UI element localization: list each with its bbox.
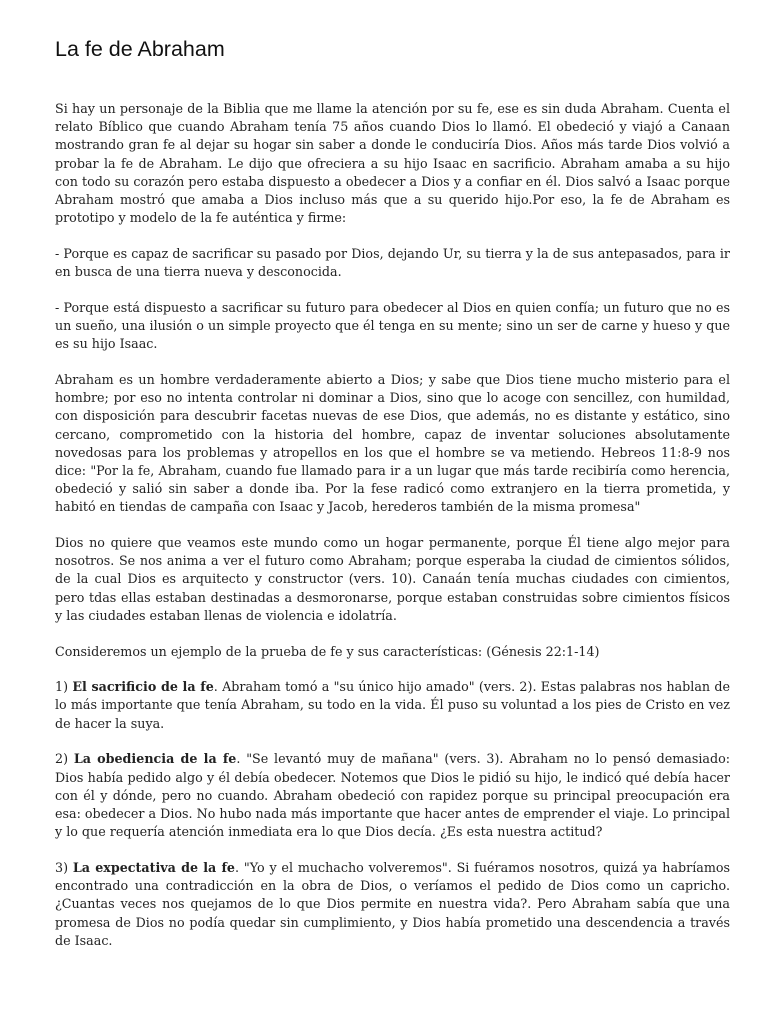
intro-paragraph: Si hay un personaje de la Biblia que me llame la atención por su fe, ese es sin duda Abraham. Cuenta el relato Bíblico que cuando Abraham tenía 75 años cuando Dios lo llamó. El obedeció y viajó a Canaan mostrando gran fe al dejar su hogar sin saber a donde le conduciría Dios. Años más tarde Dios volvió a probar la fe de Abraham. Le dijo que ofreciera a su hijo Isaac en sacrificio. Abraham amaba a su hijo con todo su corazón pero estaba dispuesto a obedecer a Dios y a confiar en él. Dios salvó a Isaac porque Abraham mostró que amaba a Dios incluso más que a su querido hijo.Por eso, la fe de Abraham es prototipo y modelo de la fe auténtica y firme: — [55, 101, 730, 226]
point-expectation-paragraph — [55, 859, 730, 950]
point-heading: El sacrificio de la fe — [72, 679, 214, 695]
point-text: . "Yo y el muchacho volveremos". Si fuéramos nosotros, quizá ya habríamos encontrado una contradicción en la obra de Dios, o veríamos el pedido de Dios como un capricho. ¿Cuantas veces nos quejamos de lo que Dios permite en nuestra vida?. Pero Abraham sabía que una promesa de Dios no podía quedar sin cumplimiento, y Dios había prometido una descendencia a través de Isaac. — [55, 859, 731, 948]
point-heading: La expectativa de la fe — [72, 859, 236, 875]
document-page — [55, 34, 730, 967]
example-intro-paragraph: Consideremos un ejemplo de la prueba de fe y sus características: (Génesis 22:1-14) — [55, 643, 600, 659]
document-body — [55, 100, 730, 950]
reason-future-paragraph: - Porque está dispuesto a sacrificar su futuro para obedecer al Dios en quien confía; un futuro que no es un sueño, una ilusión o un simple proyecto que él tenga en su mente; sino un ser de carne y hueso y que es su hijo Isaac. — [55, 299, 730, 352]
open-to-god-paragraph: Abraham es un hombre verdaderamente abierto a Dios; y sabe que Dios tiene mucho misterio para el hombre; por eso no intenta controlar ni dominar a Dios, sino que lo acoge con sencillez, con humildad, con disposición para descubrir facetas nuevas de ese Dios, que además, no es distante y estático, sino cercano, comprometido con la historia del hombre, capaz de inventar soluciones absolutamente novedosas para los problemas y atropellos en los que el hombre se va metiendo. Hebreos 11:8-9 nos dice: "Por la fe, Abraham, cuando fue llamado para ir a un lugar que más tarde recibiría como herencia, obedeció y salió sin saber a donde iba. Por la fese radicó como extranjero en la tierra prometida, y habitó en tiendas de campaña con Isaac y Jacob, herederos también de la misma promesa" — [55, 371, 730, 515]
point-obedience-paragraph — [55, 750, 730, 841]
point-number: 3) — [55, 859, 73, 875]
future-city-paragraph: Dios no quiere que veamos este mundo como un hogar permanente, porque Él tiene algo mejor para nosotros. Se nos anima a ver el futuro como Abraham; porque esperaba la ciudad de cimientos sólidos, de la cual Dios es arquitecto y constructor (vers. 10). Canaán tenía muchas ciudades con cimientos, pero tdas ellas estaban destinadas a desmoronarse, porque estaban construidas sobre cimientos físicos y las ciudades estaban llenas de violencia e idolatría. — [55, 535, 730, 623]
point-number: 1) — [55, 679, 73, 695]
point-number: 2) — [55, 751, 74, 767]
document-title: La fe de Abraham — [55, 37, 225, 61]
point-text: . "Se levantó muy de mañana" (vers. 3). Abraham no lo pensó demasiado: Dios había pedido algo y él debía obedecer. Notemos que Dios le pidió su hijo, le indicó qué debía hacer con él y dónde, pero no cuando. Abraham obedeció con rapidez porque su principal preocupación era esa: obedecer a Dios. No hubo nada más importante que hacer antes de emprender el viaje. Lo principal y lo que requería atención inmediata era lo que Dios decía. ¿Es esta nuestra actitud? — [55, 751, 730, 840]
reason-past-paragraph: - Porque es capaz de sacrificar su pasado por Dios, dejando Ur, su tierra y la de sus antepasados, para ir en busca de una tierra nueva y desconocida. — [55, 245, 730, 280]
point-heading: La obediencia de la fe — [73, 751, 237, 767]
point-text: . Abraham tomó a "su único hijo amado" (vers. 2). Estas palabras nos hablan de lo más importante que tenía Abraham, su todo en la vida. Él puso su voluntad a los pies de Cristo en vez de hacer la suya. — [55, 679, 730, 731]
point-sacrifice-paragraph — [55, 678, 730, 733]
